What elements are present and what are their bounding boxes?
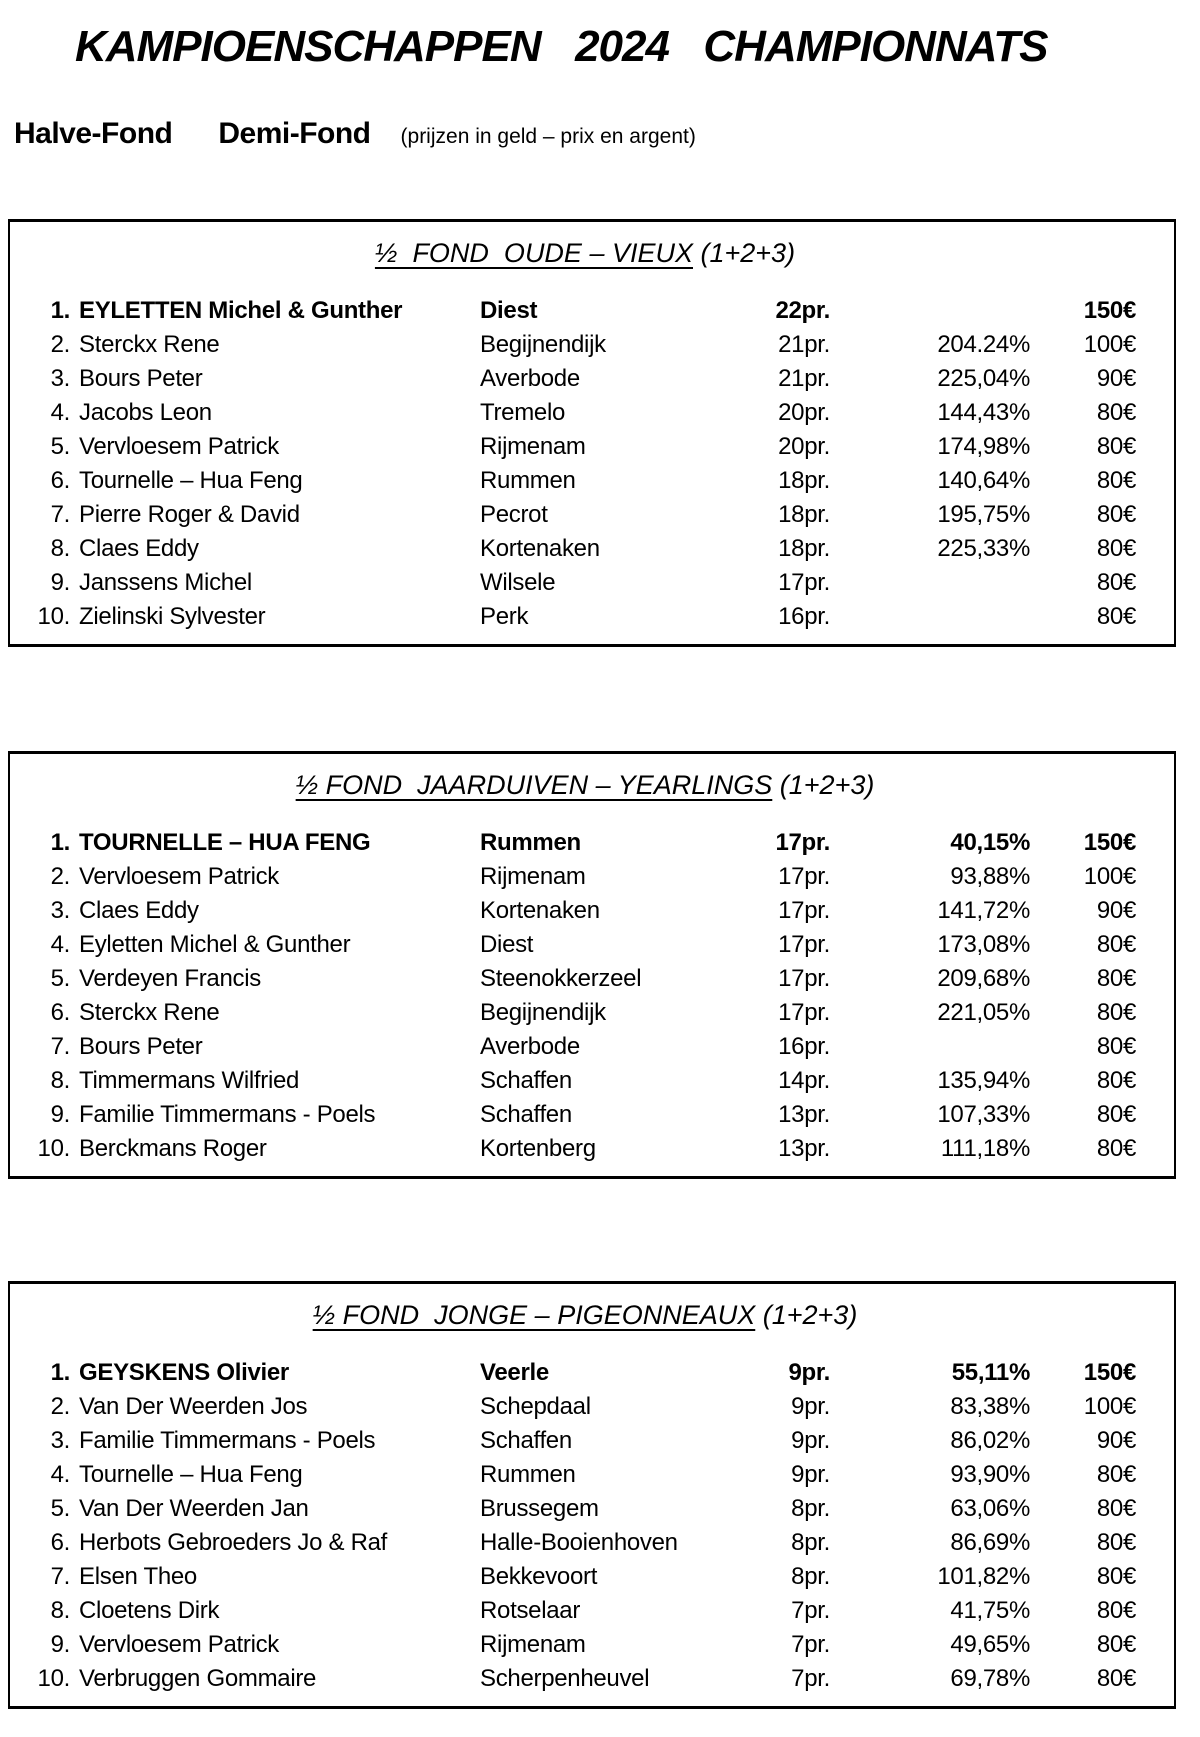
table-row [32,464,1138,498]
prizes-cell: 8pr. [791,1494,830,1522]
table-row [32,860,1138,894]
fancier-name-cell: Herbots Gebroeders Jo & Raf [79,1528,388,1556]
table-heading [32,1298,1138,1332]
locality-cell: Rummen [480,1460,576,1488]
rank-cell: 8. [50,1066,70,1094]
fancier-name-cell: Pierre Roger & David [79,500,300,528]
prize-money-cell: 80€ [1096,500,1136,528]
fancier-name-cell: Tournelle – Hua Feng [79,466,303,494]
table-heading-races: (1+2+3) [755,1299,858,1330]
locality-cell: Kortenaken [480,534,600,562]
table-rows [32,294,1138,634]
table-row [32,1526,1138,1560]
fancier-name-cell: Claes Eddy [79,896,199,924]
coefficient-cell: 135,94% [937,1066,1030,1094]
fancier-name-cell: Jacobs Leon [79,398,212,426]
fancier-name-cell: Van Der Weerden Jos [79,1392,308,1420]
coefficient-cell: 174,98% [937,432,1030,460]
prizes-cell: 9pr. [791,1460,830,1488]
prizes-cell: 8pr. [791,1562,830,1590]
locality-cell: Bekkevoort [480,1562,598,1590]
fancier-name-cell: Verdeyen Francis [79,964,261,992]
fancier-name-cell: EYLETTEN Michel & Gunther [79,296,403,324]
coefficient-cell: 204.24% [937,330,1030,358]
table-heading-races: (1+2+3) [772,769,875,800]
table-row [32,1628,1138,1662]
rank-cell: 9. [50,1100,70,1128]
prizes-cell: 17pr. [778,862,830,890]
prize-money-cell: 80€ [1096,432,1136,460]
coefficient-cell: 93,88% [950,862,1030,890]
rank-cell: 6. [50,1528,70,1556]
rank-cell: 9. [50,568,70,596]
rank-cell: 1. [50,828,70,856]
fancier-name-cell: Sterckx Rene [79,998,220,1026]
locality-cell: Halle-Booienhoven [480,1528,678,1556]
prizes-cell: 9pr. [788,1358,830,1386]
coefficient-cell: 86,69% [950,1528,1030,1556]
prize-money-cell: 150€ [1083,828,1136,856]
prizes-cell: 17pr. [778,896,830,924]
coefficient-cell: 49,65% [950,1630,1030,1658]
table-heading [32,768,1138,802]
locality-cell: Schaffen [480,1100,572,1128]
coefficient-cell [830,1030,1030,1064]
rank-cell: 3. [50,364,70,392]
locality-cell: Perk [480,602,529,630]
rank-cell: 4. [50,1460,70,1488]
rank-cell: 10. [37,1664,70,1692]
table-heading-category: ½ FOND JAARDUIVEN – YEARLINGS [295,769,773,800]
prizes-cell: 17pr. [778,998,830,1026]
locality-cell: Rijmenam [480,432,586,460]
table-row [32,1390,1138,1424]
coefficient-cell: 63,06% [950,1494,1030,1522]
locality-cell: Rijmenam [480,1630,586,1658]
table-row [32,1492,1138,1526]
prize-money-cell: 80€ [1096,1528,1136,1556]
table-row [32,600,1138,634]
table-rows [32,826,1138,1166]
prize-money-cell: 100€ [1083,862,1136,890]
coefficient-cell [830,566,1030,600]
coefficient-cell: 93,90% [950,1460,1030,1488]
prizes-cell: 7pr. [791,1596,830,1624]
locality-cell: Begijnendijk [480,330,606,358]
rank-cell: 6. [50,998,70,1026]
coefficient-cell: 101,82% [937,1562,1030,1590]
table-row [32,962,1138,996]
prizes-cell: 18pr. [778,534,830,562]
fancier-name-cell: Timmermans Wilfried [79,1066,300,1094]
locality-cell: Rijmenam [480,862,586,890]
prizes-cell: 9pr. [791,1426,830,1454]
fancier-name-cell: Van Der Weerden Jan [79,1494,309,1522]
fancier-name-cell: Claes Eddy [79,534,199,562]
prizes-cell: 8pr. [791,1528,830,1556]
fancier-name-cell: Vervloesem Patrick [79,432,280,460]
rank-cell: 10. [37,1134,70,1162]
rank-cell: 7. [50,500,70,528]
prize-money-cell: 100€ [1083,1392,1136,1420]
prizes-cell: 7pr. [791,1630,830,1658]
prize-money-cell: 100€ [1083,330,1136,358]
prize-money-cell: 80€ [1096,534,1136,562]
prizes-cell: 13pr. [778,1134,830,1162]
locality-cell: Rummen [480,828,581,856]
prize-money-cell: 90€ [1096,364,1136,392]
prize-money-cell: 80€ [1096,998,1136,1026]
fancier-name-cell: Janssens Michel [79,568,252,596]
prizes-cell: 17pr. [775,828,830,856]
prize-money-cell: 80€ [1096,1664,1136,1692]
locality-cell: Veerle [480,1358,549,1386]
table-row [32,566,1138,600]
locality-cell: Schepdaal [480,1392,591,1420]
table-row [32,1662,1138,1696]
tables-section [0,219,1200,1709]
coefficient-cell: 140,64% [937,466,1030,494]
fancier-name-cell: Eyletten Michel & Gunther [79,930,351,958]
prize-money-cell: 80€ [1096,1596,1136,1624]
subtitle-halve-fond: Halve-Fond [14,116,173,150]
prizes-cell: 7pr. [791,1664,830,1692]
table-row [32,396,1138,430]
fancier-name-cell: Tournelle – Hua Feng [79,1460,303,1488]
prize-money-cell: 80€ [1096,1630,1136,1658]
locality-cell: Pecrot [480,500,548,528]
prize-money-cell: 80€ [1096,398,1136,426]
rank-cell: 6. [50,466,70,494]
table-row [32,430,1138,464]
table-row [32,532,1138,566]
fancier-name-cell: Bours Peter [79,364,203,392]
table-row [32,1098,1138,1132]
prizes-cell: 13pr. [778,1100,830,1128]
table-row [32,328,1138,362]
locality-cell: Rummen [480,466,576,494]
prizes-cell: 16pr. [778,602,830,630]
coefficient-cell: 225,33% [937,534,1030,562]
rank-cell: 4. [50,930,70,958]
coefficient-cell: 41,75% [950,1596,1030,1624]
prize-money-cell: 150€ [1083,1358,1136,1386]
prizes-cell: 14pr. [778,1066,830,1094]
table-row [32,894,1138,928]
locality-cell: Diest [480,296,538,324]
table-row [32,1356,1138,1390]
table-rows [32,1356,1138,1696]
rank-cell: 1. [50,1358,70,1386]
table-heading-category: ½ FOND OUDE – VIEUX [374,237,693,268]
locality-cell: Brussegem [480,1494,599,1522]
table-row [32,294,1138,328]
locality-cell: Rotselaar [480,1596,581,1624]
table-heading-races: (1+2+3) [693,237,796,268]
prize-money-cell: 90€ [1096,896,1136,924]
fancier-name-cell: TOURNELLE – HUA FENG [79,828,371,856]
prize-money-cell: 80€ [1096,602,1136,630]
fancier-name-cell: Vervloesem Patrick [79,862,280,890]
coefficient-cell [830,294,1030,328]
prize-money-cell: 80€ [1096,964,1136,992]
locality-cell: Steenokkerzeel [480,964,642,992]
locality-cell: Wilsele [480,568,556,596]
prize-money-cell: 80€ [1096,1562,1136,1590]
prizes-cell: 17pr. [778,930,830,958]
rank-cell: 5. [50,432,70,460]
prize-money-cell: 150€ [1083,296,1136,324]
coefficient-cell: 69,78% [950,1664,1030,1692]
prize-money-cell: 80€ [1096,1460,1136,1488]
prizes-cell: 22pr. [775,296,830,324]
rank-cell: 8. [50,534,70,562]
table-row [32,1424,1138,1458]
championship-table [8,219,1176,647]
coefficient-cell: 141,72% [937,896,1030,924]
prize-money-cell: 80€ [1096,1066,1136,1094]
coefficient-cell: 55,11% [951,1358,1030,1386]
locality-cell: Begijnendijk [480,998,606,1026]
fancier-name-cell: GEYSKENS Olivier [79,1358,289,1386]
table-row [32,928,1138,962]
prizes-cell: 9pr. [791,1392,830,1420]
rank-cell: 7. [50,1032,70,1060]
table-row [32,1030,1138,1064]
prizes-cell: 17pr. [778,964,830,992]
coefficient-cell: 40,15% [950,828,1030,856]
fancier-name-cell: Vervloesem Patrick [79,1630,280,1658]
rank-cell: 7. [50,1562,70,1590]
fancier-name-cell: Sterckx Rene [79,330,220,358]
table-row [32,1458,1138,1492]
rank-cell: 1. [50,296,70,324]
coefficient-cell: 225,04% [937,364,1030,392]
coefficient-cell: 111,18% [940,1134,1030,1162]
prizes-cell: 18pr. [778,500,830,528]
rank-cell: 4. [50,398,70,426]
coefficient-cell: 173,08% [937,930,1030,958]
prizes-cell: 18pr. [778,466,830,494]
locality-cell: Schaffen [480,1066,572,1094]
subtitle-prize-note: (prijzen in geld – prix en argent) [400,124,696,148]
fancier-name-cell: Familie Timmermans - Poels [79,1426,376,1454]
table-row [32,1560,1138,1594]
table-row [32,498,1138,532]
table-row [32,1594,1138,1628]
locality-cell: Averbode [480,1032,580,1060]
locality-cell: Scherpenheuvel [480,1664,650,1692]
rank-cell: 9. [50,1630,70,1658]
prize-money-cell: 80€ [1096,1494,1136,1522]
fancier-name-cell: Zielinski Sylvester [79,602,266,630]
locality-cell: Averbode [480,364,580,392]
rank-cell: 5. [50,1494,70,1522]
table-row [32,996,1138,1030]
coefficient-cell [830,600,1030,634]
fancier-name-cell: Cloetens Dirk [79,1596,220,1624]
rank-cell: 8. [50,1596,70,1624]
fancier-name-cell: Bours Peter [79,1032,203,1060]
page-title: KAMPIOENSCHAPPEN 2024 CHAMPIONNATS [75,22,1048,71]
rank-cell: 2. [50,330,70,358]
coefficient-cell: 221,05% [937,998,1030,1026]
prize-money-cell: 80€ [1096,466,1136,494]
fancier-name-cell: Elsen Theo [79,1562,197,1590]
table-row [32,1132,1138,1166]
rank-cell: 10. [37,602,70,630]
table-row [32,826,1138,860]
fancier-name-cell: Familie Timmermans - Poels [79,1100,376,1128]
coefficient-cell: 209,68% [937,964,1030,992]
rank-cell: 3. [50,1426,70,1454]
championship-table [8,1281,1176,1709]
fancier-name-cell: Berckmans Roger [79,1134,267,1162]
fancier-name-cell: Verbruggen Gommaire [79,1664,317,1692]
rank-cell: 3. [50,896,70,924]
rank-cell: 2. [50,1392,70,1420]
prizes-cell: 21pr. [778,364,830,392]
championship-table [8,751,1176,1179]
prize-money-cell: 80€ [1096,1032,1136,1060]
prize-money-cell: 80€ [1096,1134,1136,1162]
locality-cell: Tremelo [480,398,566,426]
locality-cell: Schaffen [480,1426,572,1454]
prizes-cell: 21pr. [778,330,830,358]
prizes-cell: 17pr. [778,568,830,596]
prize-money-cell: 80€ [1096,930,1136,958]
subtitle-demi-fond: Demi-Fond [218,116,371,150]
prizes-cell: 20pr. [778,432,830,460]
rank-cell: 5. [50,964,70,992]
locality-cell: Kortenaken [480,896,600,924]
locality-cell: Diest [480,930,534,958]
prizes-cell: 16pr. [778,1032,830,1060]
locality-cell: Kortenberg [480,1134,596,1162]
coefficient-cell: 144,43% [937,398,1030,426]
prize-money-cell: 80€ [1096,1100,1136,1128]
prize-money-cell: 80€ [1096,568,1136,596]
coefficient-cell: 83,38% [950,1392,1030,1420]
table-heading [32,236,1138,270]
prize-money-cell: 90€ [1096,1426,1136,1454]
table-heading-category: ½ FOND JONGE – PIGEONNEAUX [312,1299,756,1330]
table-row [32,362,1138,396]
rank-cell: 2. [50,862,70,890]
table-row [32,1064,1138,1098]
coefficient-cell: 195,75% [937,500,1030,528]
subtitle-row [14,117,1200,151]
coefficient-cell: 86,02% [950,1426,1030,1454]
prizes-cell: 20pr. [778,398,830,426]
coefficient-cell: 107,33% [937,1100,1030,1128]
